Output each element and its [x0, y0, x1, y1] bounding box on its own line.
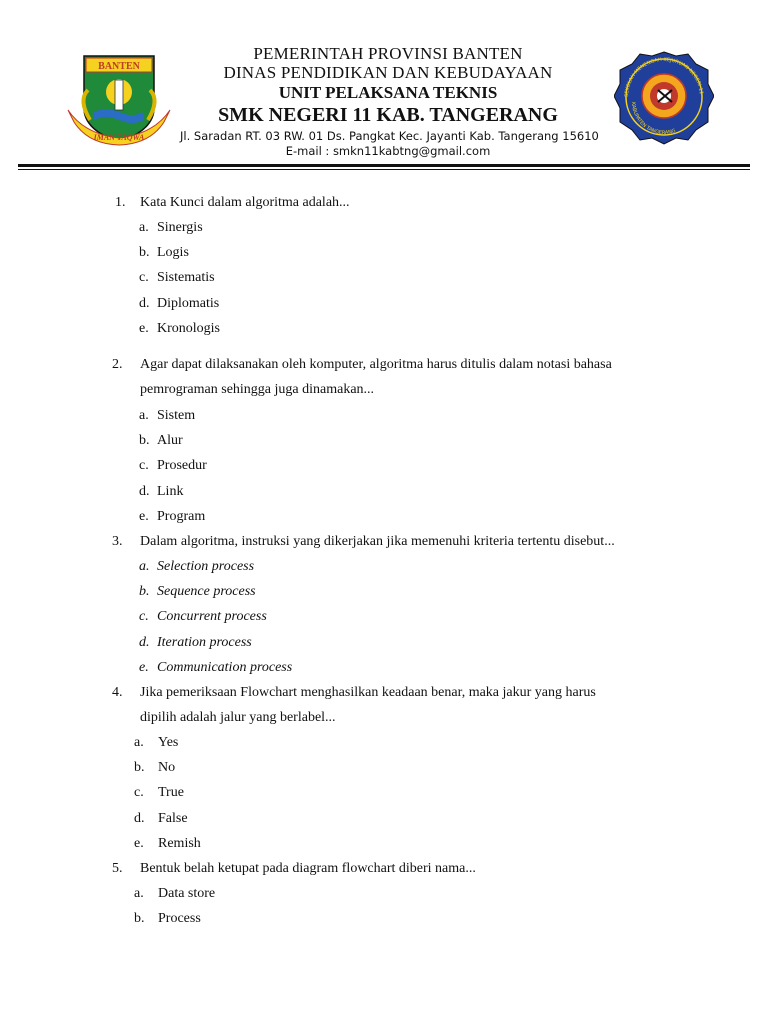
option-text: Link: [157, 483, 184, 499]
letterhead: [0, 0, 768, 175]
option-letter: e.: [139, 659, 149, 675]
option-text: Logis: [157, 245, 189, 261]
question-number: 4.: [112, 685, 123, 700]
question-text: dipilih adalah jalur yang berlabel...: [140, 710, 336, 726]
option-letter: b.: [139, 245, 150, 261]
question-number: 1.: [115, 195, 126, 210]
option-letter: c.: [134, 785, 144, 801]
option-letter: a.: [134, 886, 144, 901]
question-text: Kata Kunci dalam algoritma adalah...: [140, 195, 350, 210]
option-text: Program: [157, 508, 206, 524]
letterhead-text: [180, 44, 599, 159]
school-name: SMK NEGERI 11 KAB. TANGERANG: [218, 104, 558, 126]
smk-school-logo: [614, 50, 714, 145]
option-letter: a.: [134, 735, 144, 750]
option-letter: b.: [139, 584, 150, 600]
question-text: pemrograman sehingga juga dinamakan...: [140, 382, 375, 398]
question-text: Jika pemeriksaan Flowchart menghasilkan keadaan benar, maka jakur yang harus: [140, 685, 596, 700]
school-email: E-mail : smkn11kabtng@gmail.com: [285, 144, 491, 158]
school-address: Jl. Saradan RT. 03 RW. 01 Ds. Pangkat Kec. Jayanti Kab. Tangerang 15610: [180, 129, 599, 143]
option-text: Data store: [158, 886, 216, 901]
option-letter: b.: [134, 760, 145, 776]
option-letter: d.: [139, 295, 150, 311]
option-letter: a.: [139, 408, 149, 423]
letterhead-divider-thick: [18, 164, 750, 167]
option-letter: c.: [139, 458, 149, 474]
logo-right-ring-text: SEKOLAH MENENGAH KEJURUAN NEGERI 11: [623, 56, 704, 98]
option-letter: a.: [139, 559, 150, 574]
option-text: Yes: [158, 735, 179, 750]
option-text: Alur: [157, 433, 183, 449]
option-text: Process: [158, 911, 201, 927]
banten-province-logo: [64, 50, 174, 146]
option-letter: d.: [139, 634, 150, 650]
option-text: False: [158, 810, 188, 826]
option-letter: b.: [134, 911, 145, 927]
logo-right-bottom-text: KABUPATEN TANGERANG: [629, 101, 677, 137]
option-text: True: [158, 785, 184, 801]
unit-line: UNIT PELAKSANA TEKNIS: [278, 83, 498, 102]
option-text: Sistem: [157, 408, 196, 423]
option-text: Iteration process: [157, 634, 252, 650]
option-letter: c.: [139, 609, 149, 625]
question-number: 2.: [112, 357, 123, 372]
question-text: Bentuk belah ketupat pada diagram flowchart diberi nama...: [140, 861, 476, 876]
question-text: Dalam algoritma, instruksi yang dikerjakan jika memenuhi kriteria tertentu disebut...: [140, 534, 615, 549]
option-text: Sequence process: [157, 584, 256, 600]
option-text: Communication process: [157, 659, 293, 675]
question-number: 3.: [112, 534, 123, 549]
option-text: No: [158, 760, 176, 776]
question-text: Agar dapat dilaksanakan oleh komputer, algoritma harus ditulis dalam notasi bahasa: [140, 357, 612, 372]
option-text: Concurrent process: [157, 609, 267, 625]
letterhead-divider-thin: [18, 169, 750, 170]
option-letter: e.: [134, 835, 144, 851]
option-text: Kronologis: [157, 320, 220, 336]
option-text: Selection process: [157, 559, 255, 574]
option-letter: d.: [139, 483, 150, 499]
government-line: PEMERINTAH PROVINSI BANTEN: [253, 44, 523, 63]
option-letter: e.: [139, 320, 149, 336]
logo-left-bottom-text: IMAN TAQWA: [93, 133, 145, 142]
logo-left-top-text: BANTEN: [98, 61, 140, 72]
option-letter: c.: [139, 270, 149, 286]
option-letter: b.: [139, 433, 150, 449]
option-text: Sinergis: [157, 220, 203, 235]
option-letter: a.: [139, 220, 149, 235]
option-text: Diplomatis: [157, 295, 220, 311]
option-text: Sistematis: [157, 270, 215, 286]
department-line: DINAS PENDIDIKAN DAN KEBUDAYAAN: [223, 63, 553, 82]
option-letter: e.: [139, 508, 149, 524]
option-text: Remish: [158, 835, 201, 851]
option-text: Prosedur: [157, 458, 207, 474]
option-letter: d.: [134, 810, 145, 826]
question-number: 5.: [112, 861, 123, 876]
